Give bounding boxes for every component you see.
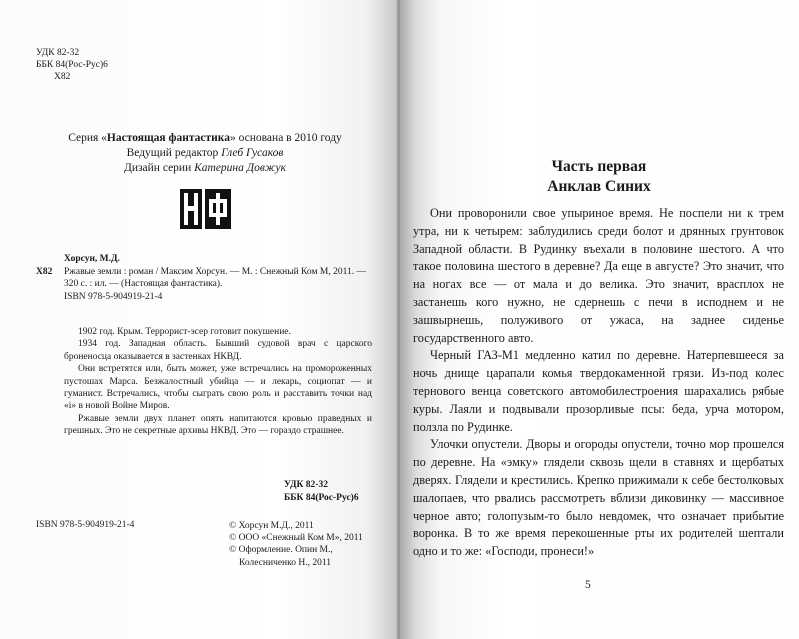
nf-logo-icon bbox=[178, 186, 233, 232]
series-info bbox=[40, 131, 370, 176]
design-line bbox=[40, 161, 370, 176]
editor-line bbox=[40, 146, 370, 161]
copyright-line: Колесниченко Н., 2011 bbox=[239, 557, 332, 568]
chapter-text bbox=[413, 205, 784, 561]
series-name: Настоящая фантастика bbox=[106, 132, 230, 144]
catalog-code: Х82 bbox=[36, 266, 53, 277]
design-name: Катерина Довжук bbox=[194, 162, 286, 174]
copyright-line: © ООО «Снежный Ком М», 2011 bbox=[229, 533, 363, 544]
series-logo bbox=[178, 186, 233, 232]
page-number: 5 bbox=[585, 579, 591, 591]
catalog-description: Ржавые земли : роман / Максим Хорсун. — М. : Снежный Ком М, 2011. — 320 с. : ил. — (Настоящая фантастика). bbox=[64, 266, 366, 289]
catalog-author: Хорсун, М.Д. bbox=[64, 254, 120, 264]
bbk-line: ББК 84(Рос-Рус)6 bbox=[36, 60, 108, 70]
editor-label: Ведущий редактор bbox=[126, 147, 222, 159]
part-subtitle: Анклав Синих bbox=[547, 178, 651, 195]
text-paragraph: Они проворонили свое упыриное время. Не поспели ни к трем утра, ни к четырем: заблудились среди болот и дрянных грунтовок Западной области. В Рудинку въехали в половине шестого. А что такое половина шестого в деревне? Да еще в августе? Это значит, что на ногах все — от мала и до велика. Это значит, врасплох не застанешь кого нужно, не сдернешь с печи в исподнем и не зашвырнешь, полуживого от ужаса, на заднее сиденье государственного авто. bbox=[413, 206, 784, 345]
series-suffix: » основана в 2010 году bbox=[229, 132, 342, 144]
annotation-paragraph: Ржавые земли двух планет опять напитаются кровью праведных и грешных. Это не секретные архивы НКВД. Это — гораздо страшнее. bbox=[64, 413, 372, 437]
text-paragraph: Черный ГАЗ-М1 медленно катил по деревне. Натерпевшееся за ночь днище царапали комья твердокаменной грязи. Из-под колес тернового венца советского автомобилестроения шарахались рябые куры. Лаяли и подвывали прозорливые псы: беда, урча мотором, ползла по Рудинке. bbox=[413, 348, 784, 434]
udk-block-bottom bbox=[284, 479, 359, 505]
isbn-bottom: ISBN 978-5-904919-21-4 bbox=[36, 520, 135, 530]
author-code-line: Х82 bbox=[54, 72, 71, 82]
catalog-entry bbox=[36, 253, 376, 303]
udk-block-top bbox=[36, 47, 108, 83]
part-heading bbox=[449, 157, 749, 197]
imprint-page bbox=[0, 0, 398, 639]
copyright-line: © Хорсун М.Д., 2011 bbox=[229, 521, 314, 531]
bbk-line: ББК 84(Рос-Рус)6 bbox=[284, 493, 359, 503]
catalog-isbn: ISBN 978-5-904919-21-4 bbox=[64, 291, 163, 302]
part-title: Часть первая bbox=[551, 158, 647, 175]
text-paragraph: Улочки опустели. Дворы и огороды опустели, точно мор прошелся по деревне. На «эмку» глядели сквозь щели в ставнях и щербатых дверях. Глядели и крестились. Крепко прижимали к себе бестолковых шалопаев, что рвались рассмотреть вблизи диковинку — массивное черное авто; голопузым-то было невдомек, что означает прибытие воронка. В то же время перекошенные рты их родителей шептали одно и то же: «Господи, пронеси!» bbox=[413, 437, 784, 559]
series-prefix: Серия « bbox=[68, 132, 107, 144]
editor-name: Глеб Гусаков bbox=[221, 147, 284, 159]
annotation-paragraph: 1934 год. Западная область. Бывший судовой врач с царского броненосца оказывается в застенках НКВД. bbox=[64, 339, 372, 362]
series-line bbox=[40, 131, 370, 146]
udk-line: УДК 82-32 bbox=[36, 48, 80, 58]
udk-line: УДК 82-32 bbox=[284, 480, 328, 490]
annotation-paragraph: Они встретятся или, быть может, уже встречались на промороженных пустошах Марса. Безжалостный убийца — и лекарь, социопат — и гуманист. Встречались, чтобы сыграть свою роль и расставить точки над «i» в новой Войне Миров. bbox=[64, 364, 372, 412]
annotation-paragraph: 1902 год. Крым. Террорист-эсер готовит покушение. bbox=[78, 327, 291, 337]
copyright-block bbox=[229, 520, 379, 569]
catalog-row bbox=[36, 266, 376, 291]
design-label: Дизайн серии bbox=[124, 162, 195, 174]
annotation bbox=[64, 326, 372, 438]
copyright-line: © Оформление. Опин М., bbox=[229, 545, 333, 556]
